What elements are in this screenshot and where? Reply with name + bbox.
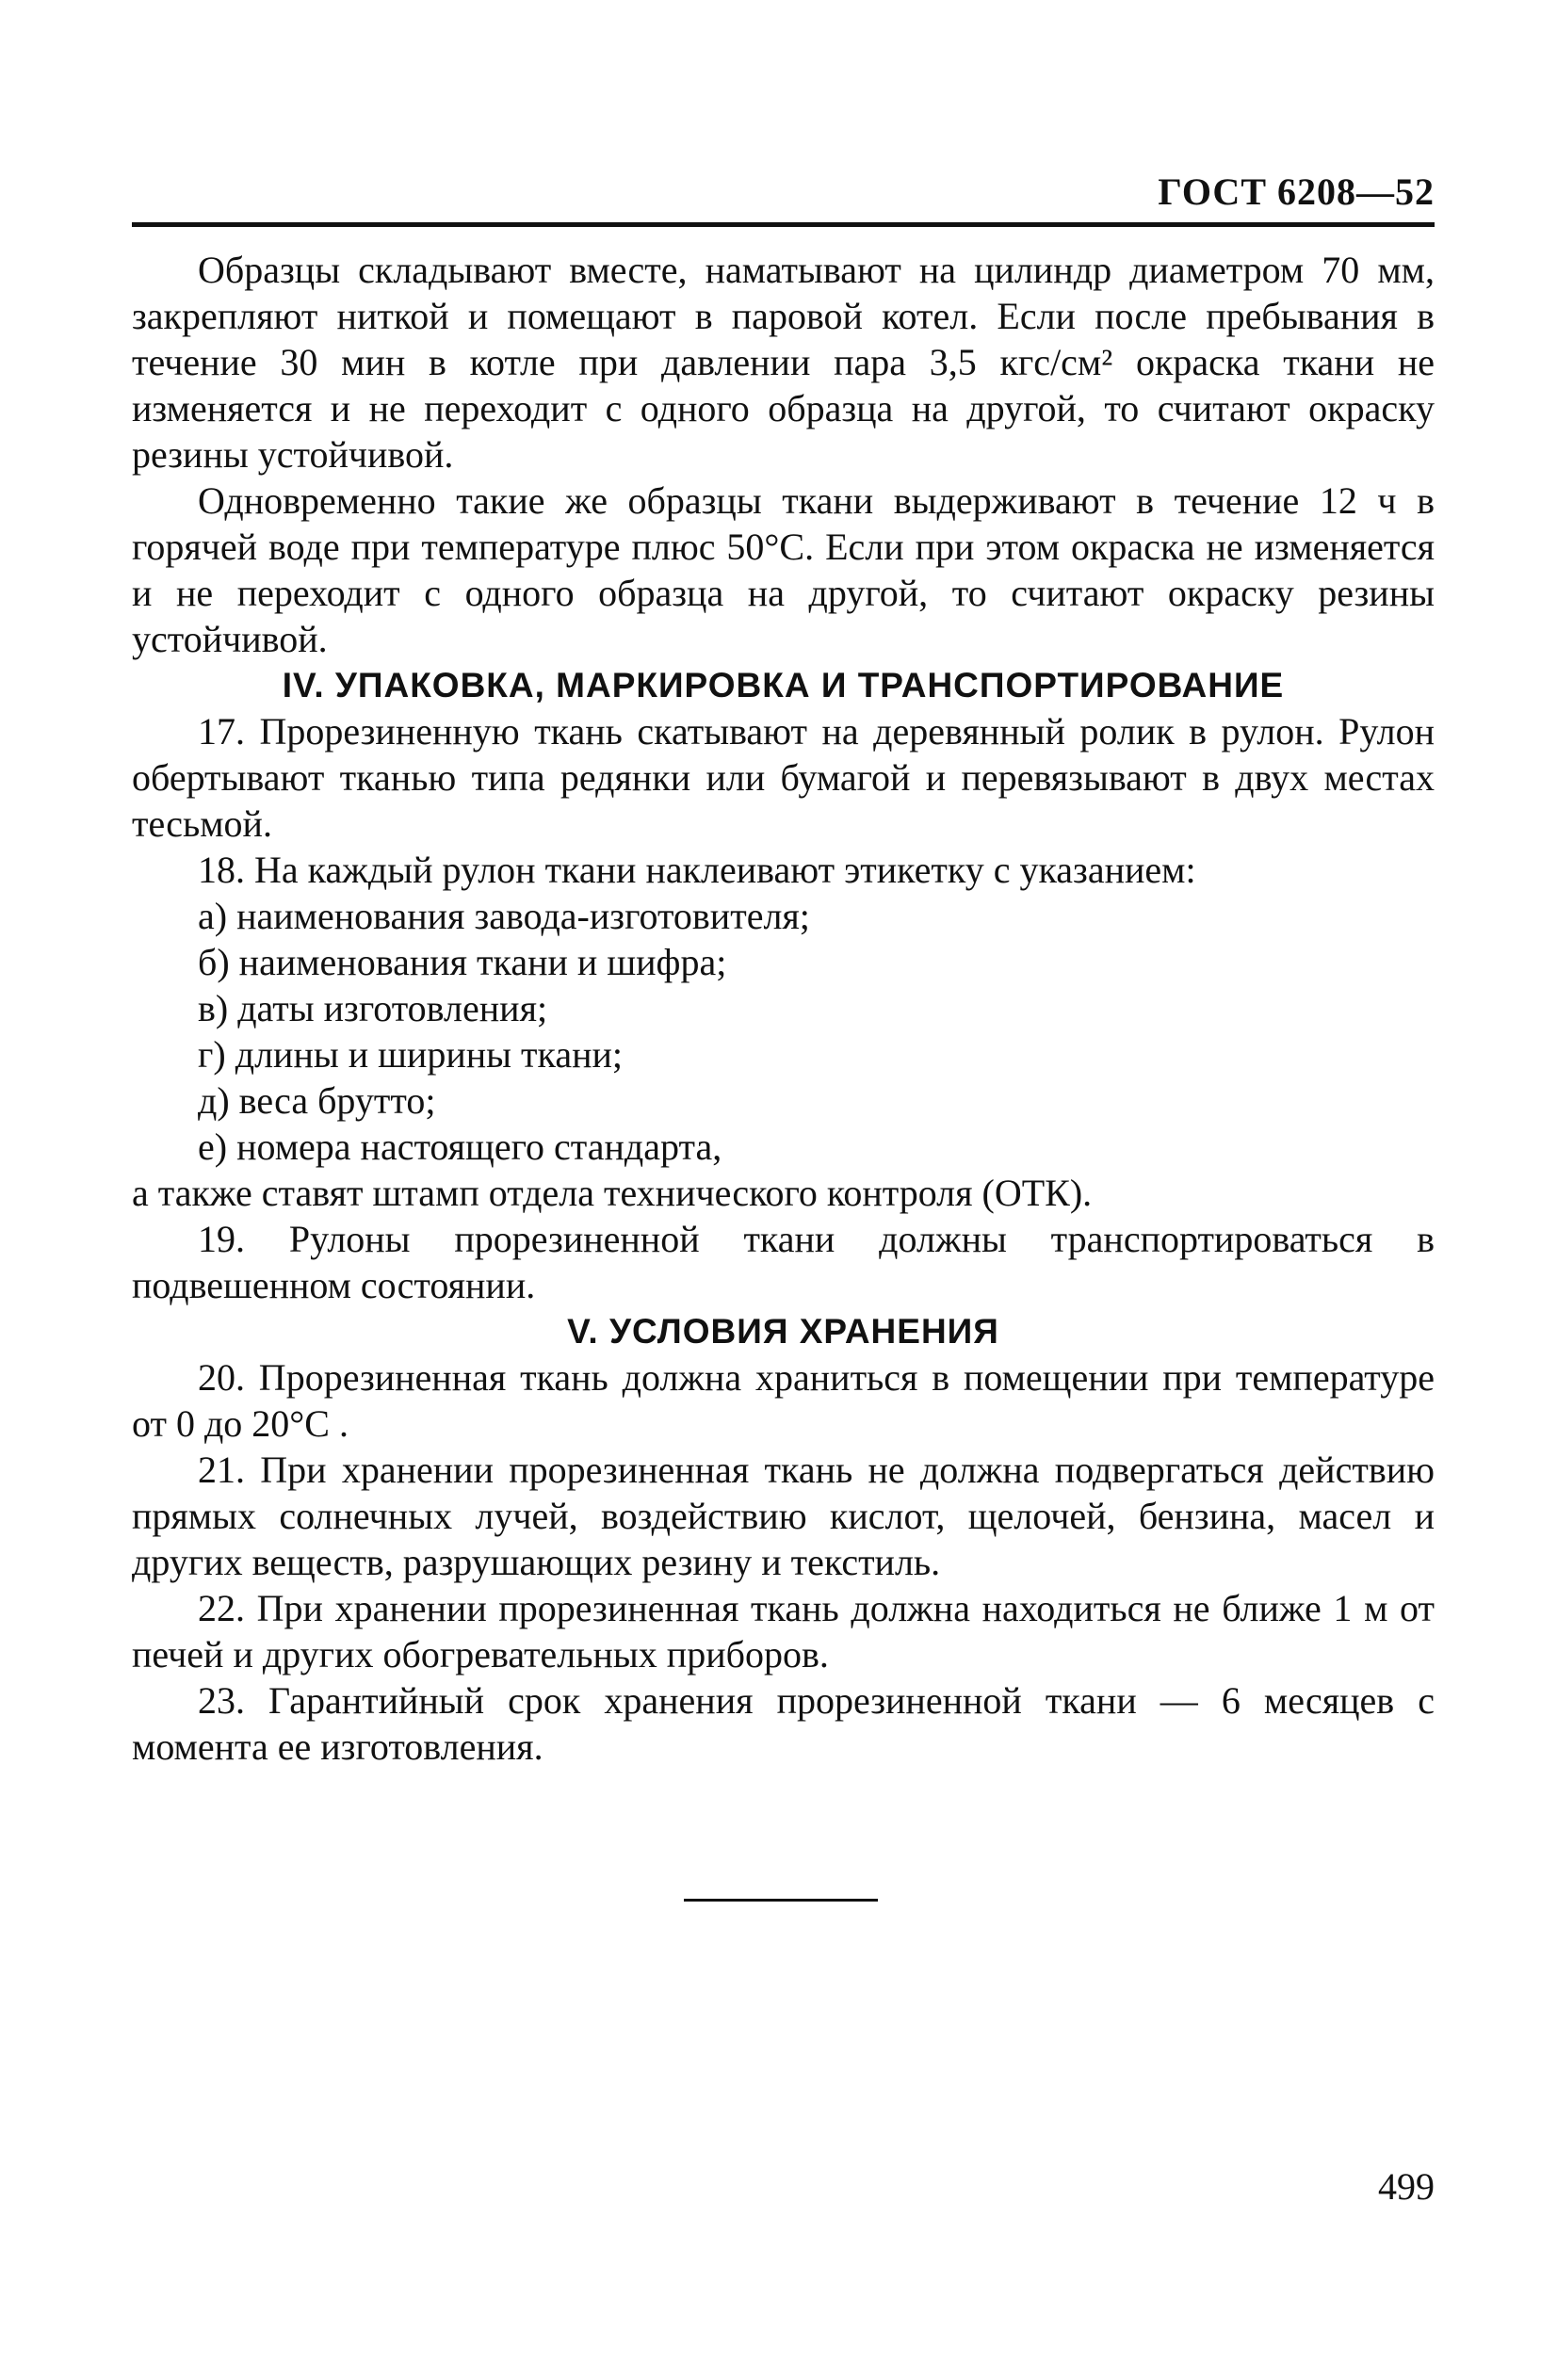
- clause-20: 20. Прорезиненная ткань должна храниться в помещении при температуре от 0 до 20°С .: [132, 1356, 1435, 1445]
- section-title-storage: V. УСЛОВИЯ ХРАНЕНИЯ: [567, 1312, 999, 1351]
- list-item: в) даты изготовления;: [198, 987, 548, 1029]
- clause-23: 23. Гарантийный срок хранения прорезиненной ткани — 6 месяцев с момента ее изготовления.: [132, 1679, 1435, 1768]
- header-rule: [132, 222, 1435, 227]
- list-item: е) номера настоящего стандарта,: [198, 1125, 722, 1168]
- section-title-packing: IV. УПАКОВКА, МАРКИРОВКА И ТРАНСПОРТИРОВАНИЕ: [282, 666, 1285, 704]
- page-number: 499: [1378, 2165, 1435, 2208]
- clause-17: 17. Прорезиненную ткань скатывают на деревянный ролик в рулон. Рулон обертывают тканью типа редянки или бумагой и перевязывают в двух местах тесьмой.: [132, 710, 1435, 845]
- page-content: [132, 247, 1435, 1770]
- clause-18-tail: а также ставят штамп отдела технического контроля (ОТК).: [132, 1172, 1093, 1214]
- clause-18: 18. На каждый рулон ткани наклеивают этикетку с указанием:: [198, 849, 1196, 891]
- clause-22: 22. При хранении прорезиненная ткань должна находиться не ближе 1 м от печей и других обогревательных приборов.: [132, 1587, 1435, 1676]
- end-rule: [684, 1899, 878, 1902]
- list-item: б) наименования ткани и шифра;: [198, 941, 727, 983]
- clause-19: 19. Рулоны прорезиненной ткани должны транспортироваться в подвешенном состоянии.: [132, 1218, 1435, 1306]
- list-item: г) длины и ширины ткани;: [198, 1033, 624, 1076]
- list-item: д) веса брутто;: [198, 1079, 436, 1122]
- list-item: а) наименования завода-изготовителя;: [198, 895, 810, 937]
- standard-code: ГОСТ 6208—52: [1158, 170, 1435, 213]
- page-header: [132, 170, 1435, 215]
- clause-21: 21. При хранении прорезиненная ткань не должна подвергаться действию прямых солнечных лучей, воздействию кислот, щелочей, бензина, масел и других веществ, разрушающих резину и текстиль.: [132, 1449, 1435, 1583]
- paragraph-hot-water-test: Одновременно такие же образцы ткани выдерживают в течение 12 ч в горячей воде при температуре плюс 50°С. Если при этом окраска не изменяется и не переходит с одного образца на другой, то считают окраску резины устойчивой.: [132, 479, 1435, 660]
- paragraph-steam-test: Образцы складывают вместе, наматывают на цилиндр диаметром 70 мм, закрепляют ниткой и помещают в паровой котел. Если после пребывания в течение 30 мин в котле при давлении пара 3,5 кгс/см² окраска ткани не изменяется и не переходит с одного образца на другой, то считают окраску резины устойчивой.: [132, 249, 1435, 476]
